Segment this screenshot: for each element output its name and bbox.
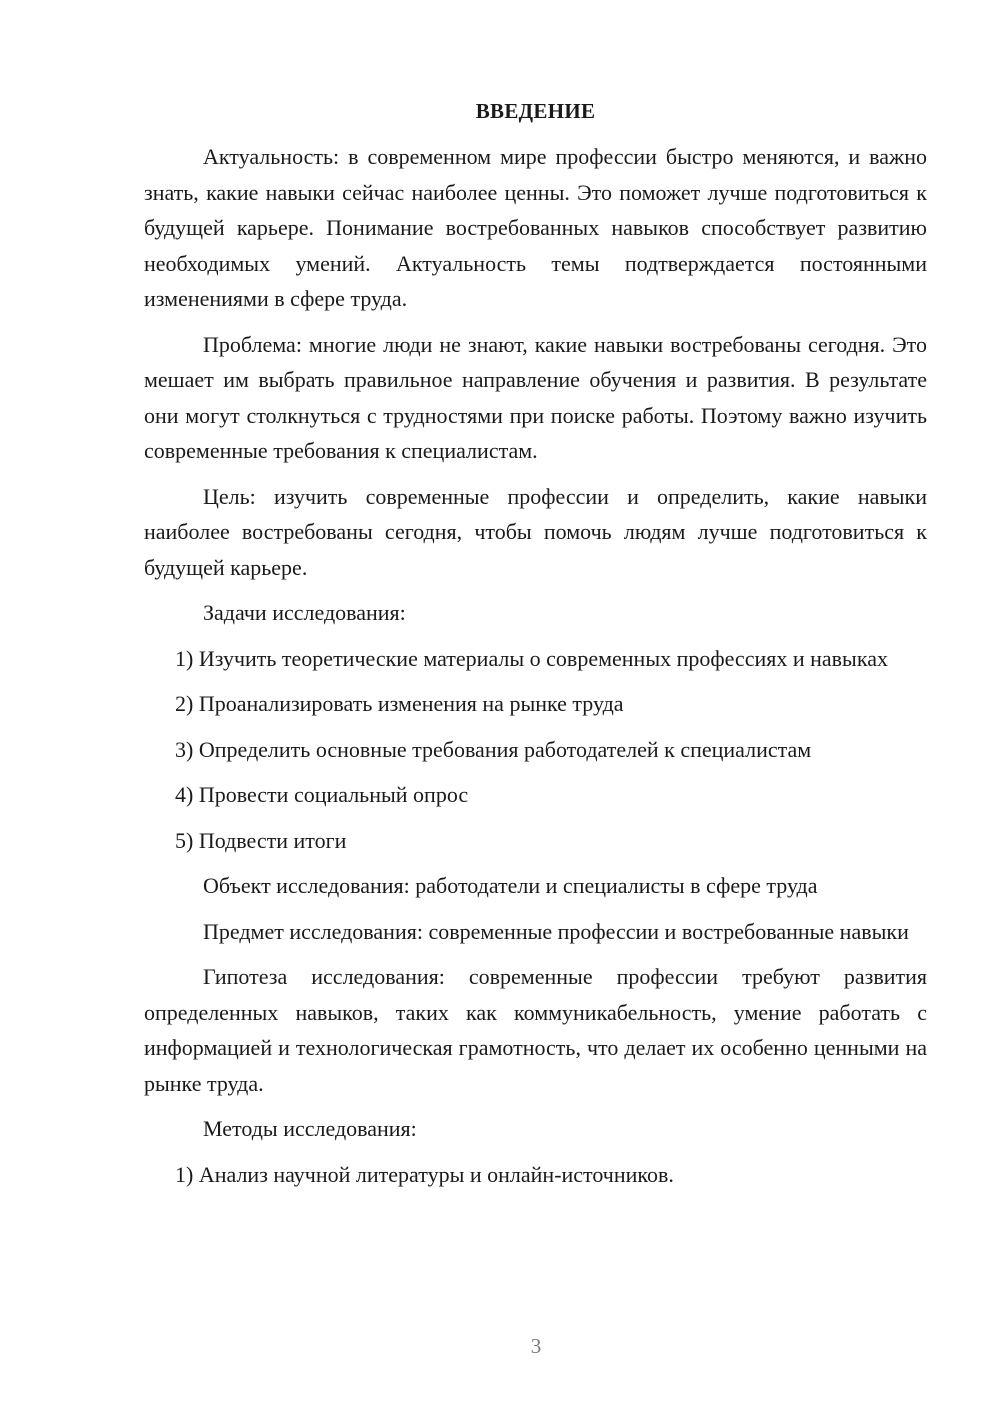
methods-heading: Методы исследования:: [203, 1116, 417, 1141]
task-item-3: 3) Определить основные требования работодателей к специалистам: [175, 736, 812, 762]
page-content: [144, 97, 927, 1202]
tasks-heading: Задачи исследования:: [203, 600, 406, 625]
task-item-4: 4) Провести социальный опрос: [175, 782, 469, 807]
task-item-2: 2) Проанализировать изменения на рынке труда: [175, 691, 624, 716]
method-item-1: 1) Анализ научной литературы и онлайн-источников.: [175, 1161, 674, 1187]
task-item-5: 5) Подвести итоги: [175, 827, 347, 853]
task-item-1: 1) Изучить теоретические материалы о современных профессиях и навыках: [175, 645, 888, 671]
object-paragraph: Объект исследования: работодатели и специалисты в сфере труда: [203, 873, 818, 898]
goal-paragraph: Цель: изучить современные профессии и определить, какие навыки наиболее востребованы сегодня, чтобы помочь людям лучше подготовиться к будущей карьере.: [144, 483, 927, 580]
hypothesis-paragraph: Гипотеза исследования: современные профессии требуют развития определенных навыков, таких как коммуникабельность, умение работать с информацией и технологическая грамотность, что делает их особенно ценными на рынке труда.: [144, 964, 927, 1096]
problem-paragraph: Проблема: многие люди не знают, какие навыки востребованы сегодня. Это мешает им выбрать правильное направление обучения и развития. В результате они могут столкнуться с трудностями при поиске работы. Поэтому важно изучить современные требования к специалистам.: [144, 331, 927, 463]
section-title: ВВЕДЕНИЕ: [475, 99, 596, 123]
page-number: 3: [530, 1334, 542, 1358]
subject-paragraph: Предмет исследования: современные профессии и востребованные навыки: [203, 918, 909, 944]
relevance-paragraph: Актуальность: в современном мире профессии быстро меняются, и важно знать, какие навыки сейчас наиболее ценны. Это поможет лучше подготовиться к будущей карьере. Понимание востребованных навыков способствует развитию необходимых умений. Актуальность темы подтверждается постоянными изменениями в сфере труда.: [144, 144, 927, 311]
